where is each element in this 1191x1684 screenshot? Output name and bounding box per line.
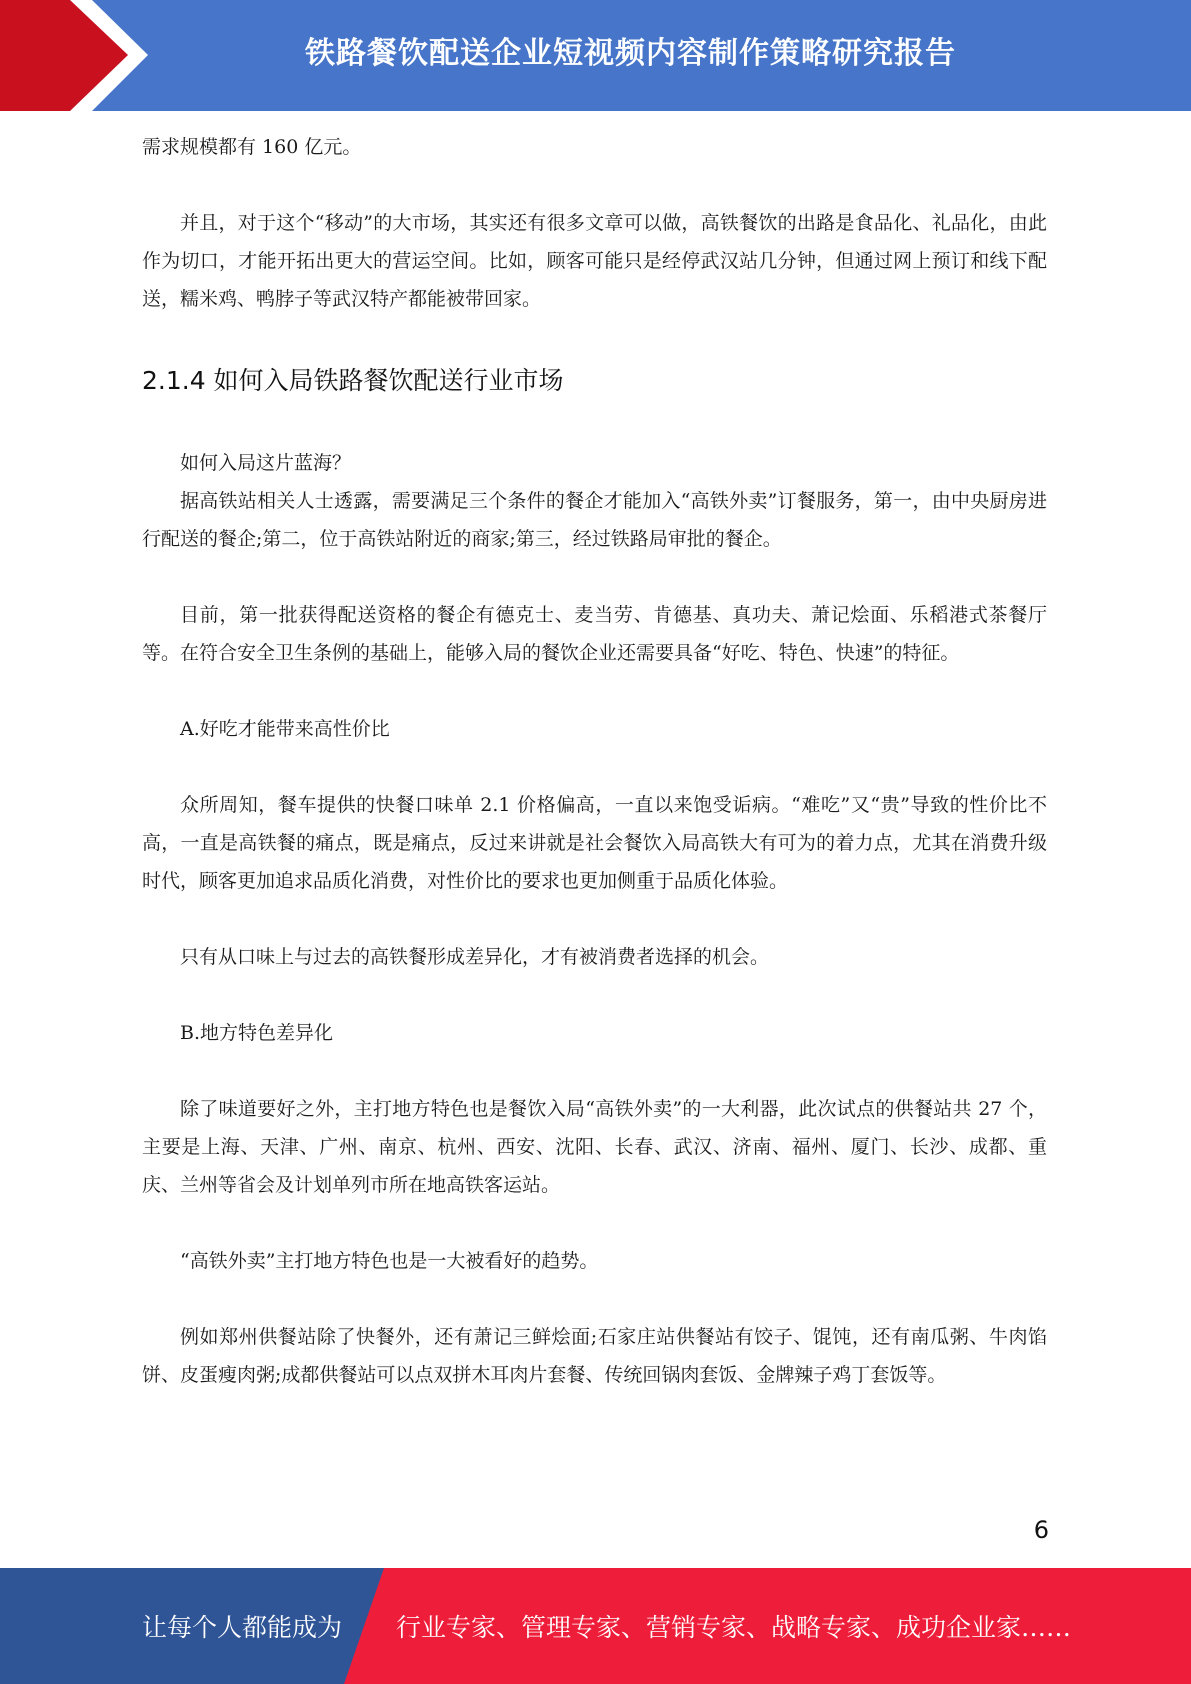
page-number: 6	[1033, 1516, 1049, 1544]
footer-slogan-right: 行业专家、管理专家、营销专家、战略专家、成功企业家……	[396, 1613, 1072, 1642]
footer-slogan-left: 让每个人都能成为	[142, 1613, 343, 1642]
page-footer	[0, 1568, 1191, 1684]
report-title-wrap	[150, 0, 1191, 100]
paragraph-4: 据高铁站相关人士透露，需要满足三个条件的餐企才能加入“高铁外卖”订餐服务，第一，由中央厨房进行配送的餐企;第二，位于高铁站附近的商家;第三，经过铁路局审批的餐企。	[142, 490, 1047, 550]
paragraph-3: 如何入局这片蓝海？	[180, 452, 352, 474]
page-header	[0, 0, 1191, 111]
page-content	[142, 128, 1047, 1394]
paragraph-7: 众所周知，餐车提供的快餐口味单 2.1 价格偏高，一直以来饱受诟病。“难吃”又“贵”导致的性价比不高，一直是高铁餐的痛点，既是痛点，反过来讲就是社会餐饮入局高铁大有可为的着力点，尤其在消费升级时代，顾客更加追求品质化消费，对性价比的要求也更加侧重于品质化体验。	[142, 794, 1047, 892]
paragraph-10: 除了味道要好之外，主打地方特色也是餐饮入局“高铁外卖”的一大利器，此次试点的供餐站共 27 个，主要是上海、天津、广州、南京、杭州、西安、沈阳、长春、武汉、济南、福州、厦门、长沙、成都、重庆、兰州等省会及计划单列市所在地高铁客运站。	[142, 1098, 1047, 1196]
paragraph-8: 只有从口味上与过去的高铁餐形成差异化，才有被消费者选择的机会。	[180, 946, 770, 968]
paragraph-5: 目前，第一批获得配送资格的餐企有德克士、麦当劳、肯德基、真功夫、萧记烩面、乐稻港式茶餐厅等。在符合安全卫生条例的基础上，能够入局的餐饮企业还需要具备“好吃、特色、快速”的特征。	[142, 604, 1047, 664]
paragraph-11: “高铁外卖”主打地方特色也是一大被看好的趋势。	[180, 1250, 599, 1272]
subheading-b: B.地方特色差异化	[180, 1022, 334, 1044]
paragraph-2: 并且，对于这个“移动”的大市场，其实还有很多文章可以做，高铁餐饮的出路是食品化、礼品化，由此作为切口，才能开拓出更大的营运空间。比如，顾客可能只是经停武汉站几分钟，但通过网上预订和线下配送，糯米鸡、鸭脖子等武汉特产都能被带回家。	[142, 212, 1047, 310]
subheading-a: A.好吃才能带来高性价比	[180, 718, 390, 740]
header-arrow-decoration	[0, 0, 160, 111]
paragraph-12: 例如郑州供餐站除了快餐外，还有萧记三鲜烩面;石家庄站供餐站有饺子、馄饨，还有南瓜粥、牛肉馅饼、皮蛋瘦肉粥;成都供餐站可以点双拼木耳肉片套餐、传统回锅肉套饭、金牌辣子鸡丁套饭等。	[142, 1326, 1047, 1386]
section-heading: 2.1.4 如何入局铁路餐饮配送行业市场	[142, 366, 564, 395]
report-title: 铁路餐饮配送企业短视频内容制作策略研究报告	[305, 36, 956, 71]
paragraph-1: 需求规模都有 160 亿元。	[142, 136, 362, 158]
